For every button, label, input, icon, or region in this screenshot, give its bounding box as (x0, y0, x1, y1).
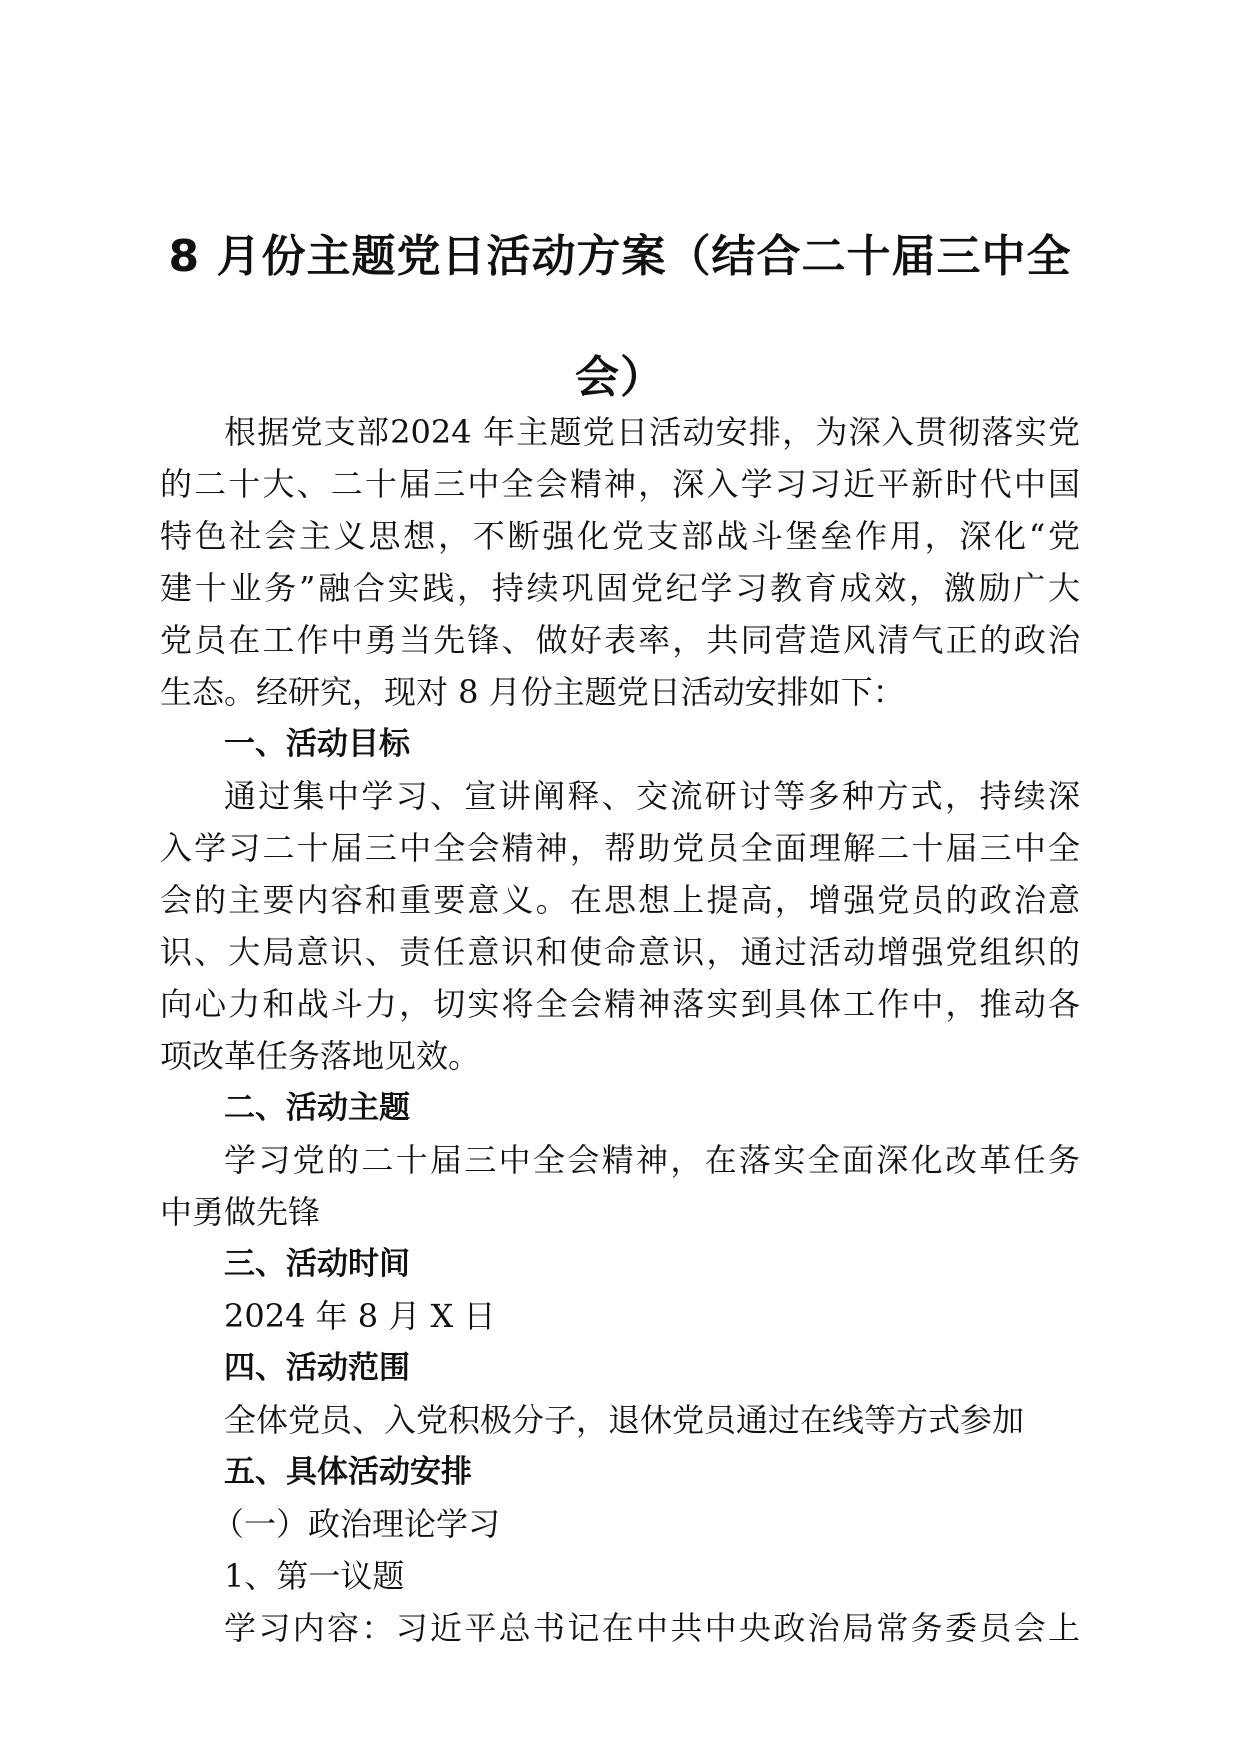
section-scope-heading: 四、活动范围 (224, 1350, 410, 1386)
intro-line-3: 特色社会主义思想，不断强化党支部战斗堡垒作用，深化“党 (160, 517, 1080, 555)
document-title-line-2: 会） (575, 352, 665, 403)
intro-line-6: 生态。经研究，现对 8 月份主题党日活动安排如下： (160, 673, 905, 711)
arrangement-item-1: 1、第一议题 (224, 1557, 405, 1595)
section-goal-heading: 一、活动目标 (224, 726, 410, 762)
goal-line-3: 会的主要内容和重要意义。在思想上提高，增强党员的政治意 (160, 881, 1080, 919)
document-title-line-1: 8 月份主题党日活动方案（结合二十届三中全 (168, 231, 1072, 282)
goal-line-4: 识、大局意识、责任意识和使命意识，通过活动增强党组织的 (160, 933, 1080, 971)
arrangement-content-line: 学习内容：习近平总书记在中共中央政治局常务委员会上 (224, 1609, 1080, 1647)
intro-line-1: 根据党支部2024 年主题党日活动安排，为深入贯彻落实党 (224, 413, 1080, 451)
goal-line-6: 项改革任务落地见效。 (160, 1037, 481, 1075)
intro-line-2: 的二十大、二十届三中全会精神，深入学习习近平新时代中国 (160, 465, 1080, 503)
theme-line-2: 中勇做先锋 (160, 1193, 321, 1231)
goal-line-2: 入学习二十届三中全会精神，帮助党员全面理解二十届三中全 (160, 829, 1080, 867)
scope-value: 全体党员、入党积极分子，退休党员通过在线等方式参加 (224, 1401, 1025, 1439)
arrangement-subheading: （一）政治理论学习 (212, 1505, 501, 1543)
goal-line-1: 通过集中学习、宣讲阐释、交流研讨等多种方式，持续深 (224, 777, 1080, 815)
goal-line-5: 向心力和战斗力，切实将全会精神落实到具体工作中，推动各 (160, 985, 1080, 1023)
section-arrangement-heading: 五、具体活动安排 (224, 1454, 472, 1490)
time-value: 2024 年 8 月 X 日 (224, 1297, 496, 1335)
intro-line-4: 建十业务”融合实践，持续巩固党纪学习教育成效，激励广大 (160, 569, 1080, 607)
intro-line-5: 党员在工作中勇当先锋、做好表率，共同营造风清气正的政治 (160, 621, 1080, 659)
section-time-heading: 三、活动时间 (224, 1246, 410, 1282)
theme-line-1: 学习党的二十届三中全会精神，在落实全面深化改革任务 (224, 1141, 1080, 1179)
section-theme-heading: 二、活动主题 (224, 1090, 410, 1126)
